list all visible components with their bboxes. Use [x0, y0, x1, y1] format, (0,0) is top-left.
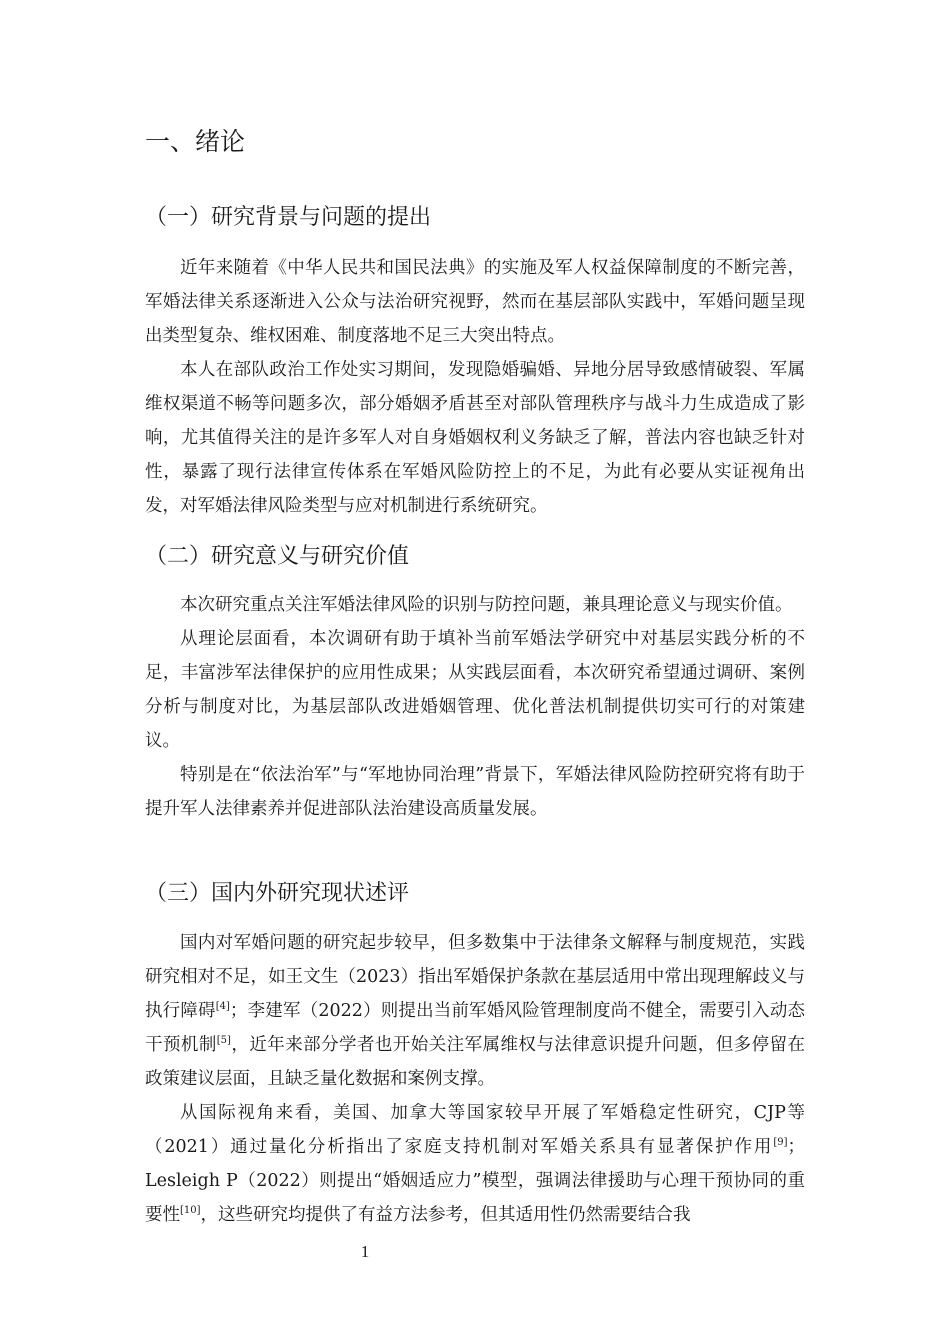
citation-ref: [10] [180, 1205, 201, 1216]
section-body-significance [145, 588, 805, 826]
paragraph: 从理论层面看，本次调研有助于填补当前军婚法学研究中对基层实践分析的不足，丰富涉军法律保护的应用性成果；从实践层面看，本次研究希望通过调研、案例分析与制度对比，为基层部队改进婚姻管理、优化普法机制提供切实可行的对策建议。 [145, 629, 805, 751]
section-heading-significance: （二）研究意义与研究价值 [145, 544, 410, 569]
citation-ref: [4] [215, 1001, 230, 1012]
section-heading-literature-review: （三）国内外研究现状述评 [145, 881, 410, 906]
paragraph-text: ；Lesleigh P（2022）则提出“婚姻适应力”模型，强调法律援助与心理干预协同的重要性 [145, 1137, 805, 1225]
paragraph-text: ，这些研究均提供了有益方法参考，但其适用性仍然需要结合我 [200, 1205, 691, 1225]
section-body-literature-review [145, 926, 805, 1232]
paragraph-text: ，近年来部分学者也开始关注军属维权与法律意识提升问题，但多停留在政策建议层面，且缺乏量化数据和案例支撑。 [145, 1035, 806, 1089]
paragraph-text: 从国际视角来看，美国、加拿大等国家较早开展了军婚稳定性研究，CJP等（2021）通过量化分析指出了家庭支持机制对军婚关系具有显著保护作用 [145, 1103, 805, 1157]
paragraph: 特别是在“依法治军”与“军地协同治理”背景下，军婚法律风险防控研究将有助于提升军人法律素养并促进部队法治建设高质量发展。 [145, 765, 805, 819]
paragraph-text: ；李建军（2022）则提出当前军婚风险管理制度尚不健全，需要引入动态干预机制 [145, 1001, 805, 1055]
paragraph [145, 1096, 805, 1232]
paragraph: 本人在部队政治工作处实习期间，发现隐婚骗婚、异地分居导致感情破裂、军属维权渠道不畅等问题多次，部分婚姻矛盾甚至对部队管理秩序与战斗力生成造成了影响，尤其值得关注的是许多军人对自身婚姻权利义务缺乏了解，普法内容也缺乏针对性，暴露了现行法律宣传体系在军婚风险防控上的不足，为此有必要从实证视角出发，对军婚法律风险类型与应对机制进行系统研究。 [145, 360, 805, 516]
section-heading-background: （一）研究背景与问题的提出 [145, 205, 432, 230]
citation-ref: [9] [773, 1137, 788, 1148]
paragraph-text: 国内对军婚问题的研究起步较早，但多数集中于法律条文解释与制度规范，实践研究相对不足，如王文生（2023）指出军婚保护条款在基层适用中常出现理解歧义与执行障碍 [145, 933, 805, 1021]
citation-ref: [5] [216, 1035, 231, 1046]
paragraph: 近年来随着《中华人民共和国民法典》的实施及军人权益保障制度的不断完善，军婚法律关系逐渐进入公众与法治研究视野，然而在基层部队实践中，军婚问题呈现出类型复杂、维权困难、制度落地不足三大突出特点。 [145, 258, 805, 346]
paragraph: 本次研究重点关注军婚法律风险的识别与防控问题，兼具理论意义与现实价值。 [180, 595, 793, 615]
chapter-title: 一、绪论 [145, 127, 246, 156]
page-number: 1 [360, 1242, 370, 1261]
paragraph [145, 926, 805, 1096]
section-body-background [145, 251, 805, 523]
